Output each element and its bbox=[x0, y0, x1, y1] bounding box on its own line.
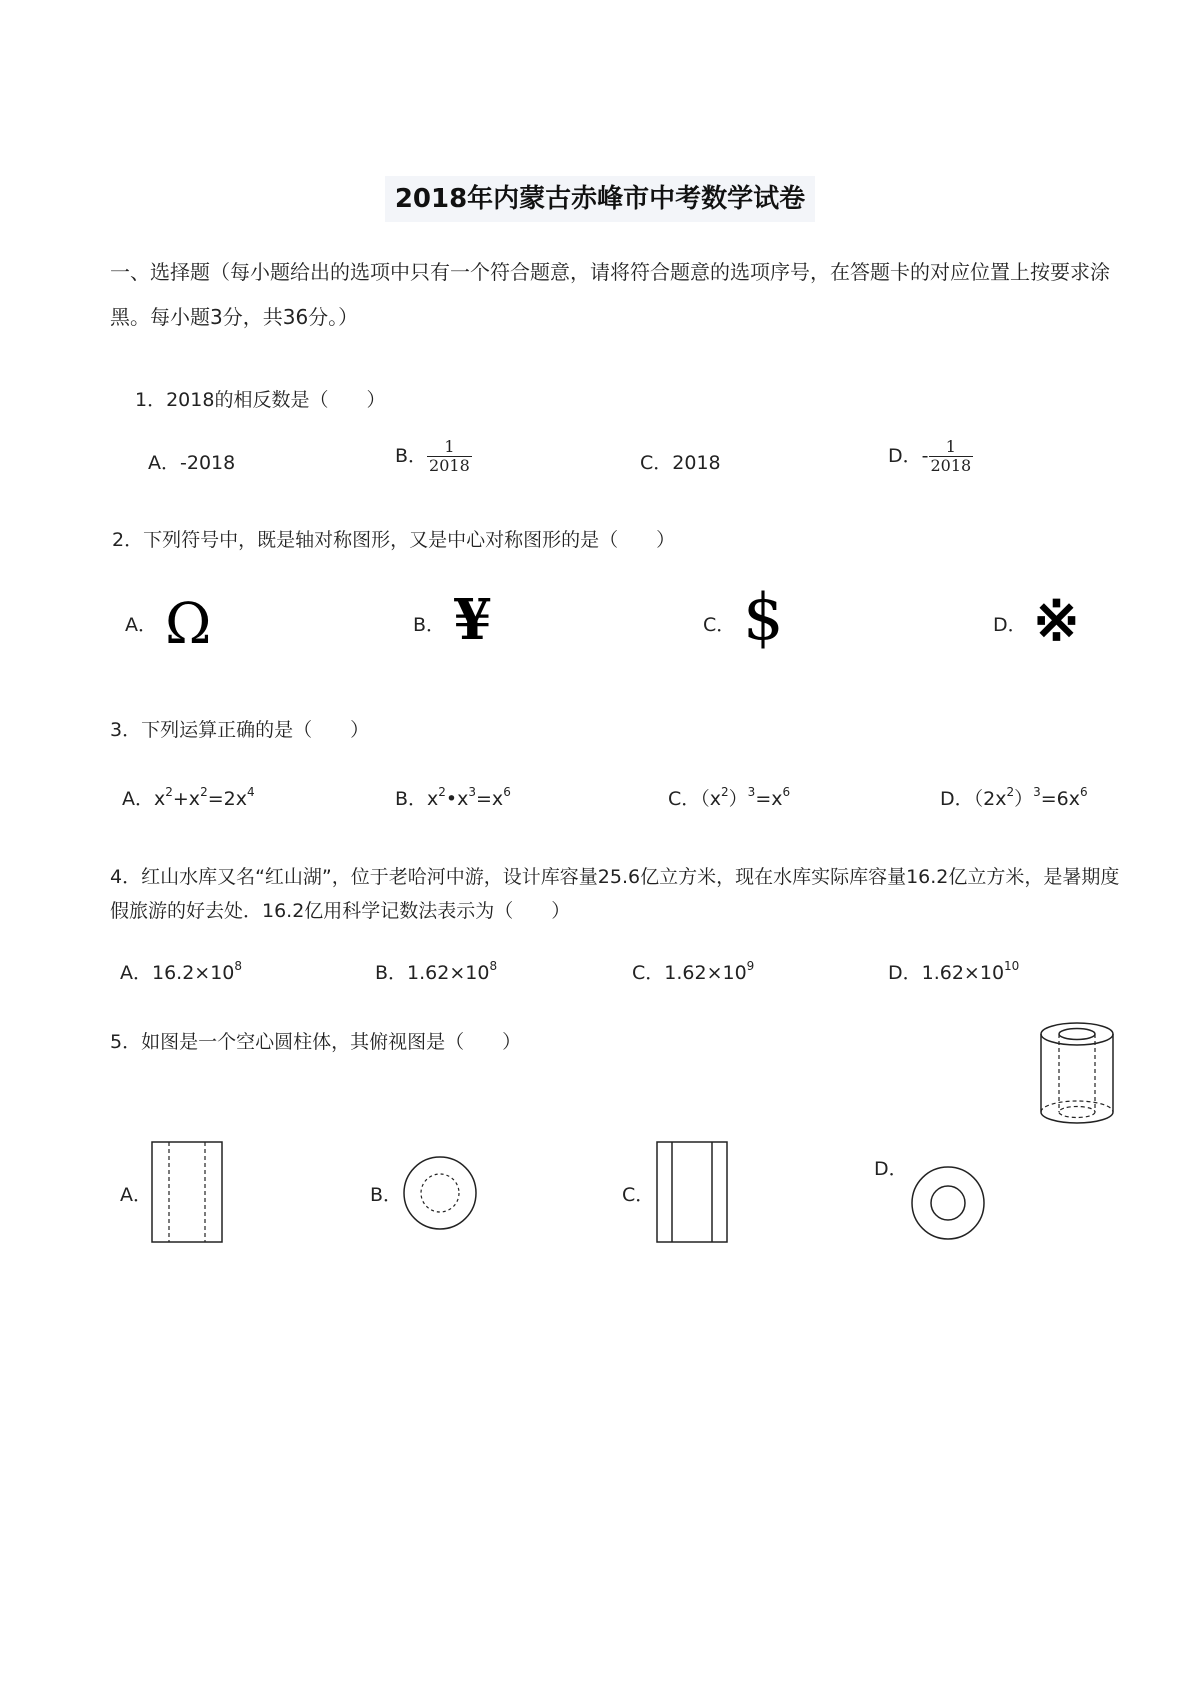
q1-option-b bbox=[395, 438, 472, 475]
q3-option-d bbox=[940, 784, 1088, 811]
q1-option-a: A．-2018 bbox=[148, 452, 236, 474]
q3-option-b bbox=[395, 784, 511, 811]
exponent: 9 bbox=[746, 959, 755, 973]
q5-option-b-figure bbox=[400, 1153, 480, 1233]
text: ） bbox=[728, 788, 748, 810]
text: C．（x bbox=[668, 788, 722, 810]
q4-option-a bbox=[120, 958, 242, 985]
text: +x bbox=[172, 788, 201, 810]
fraction-numerator: 1 bbox=[929, 438, 974, 457]
exponent: 6 bbox=[503, 785, 511, 799]
q5-option-c-figure bbox=[655, 1140, 730, 1245]
q2-option-c-label: C． bbox=[703, 614, 736, 636]
text: D．（2x bbox=[940, 788, 1007, 810]
q5-option-d-label: D． bbox=[874, 1158, 908, 1180]
question-1-stem: 1．2018的相反数是（ ） bbox=[135, 389, 386, 411]
q5-option-b-label: B． bbox=[370, 1184, 403, 1206]
q4-option-d bbox=[888, 958, 1019, 985]
hollow-cylinder-figure bbox=[1035, 1020, 1120, 1130]
q5-option-a-figure bbox=[150, 1140, 225, 1245]
q5-option-c-label: C． bbox=[622, 1184, 655, 1206]
dollar-symbol: $ bbox=[743, 581, 784, 655]
q2-option-b-label: B． bbox=[413, 614, 446, 636]
yen-symbol: ¥ bbox=[453, 587, 492, 653]
omega-symbol: Ω bbox=[165, 592, 212, 657]
q5-option-d-figure bbox=[908, 1163, 988, 1243]
text: •x bbox=[445, 788, 469, 810]
text: A．16.2×10 bbox=[120, 962, 235, 984]
text: =x bbox=[755, 788, 783, 810]
question-3-stem: 3．下列运算正确的是（ ） bbox=[110, 719, 370, 741]
section-header: 一、选择题（每小题给出的选项中只有一个符合题意，请将符合题意的选项序号，在答题卡的对应位置上按要求涂黑。每小题3分，共36分。） bbox=[110, 260, 1110, 329]
q1-option-b-prefix: B． bbox=[395, 445, 428, 467]
q1-option-b-fraction bbox=[427, 438, 472, 475]
text: C．1.62×10 bbox=[632, 962, 747, 984]
q5-option-a-label: A． bbox=[120, 1184, 152, 1206]
page-title: 2018年内蒙古赤峰市中考数学试卷 bbox=[0, 178, 1200, 215]
q1-option-d-prefix: D．- bbox=[888, 445, 929, 467]
fraction-numerator: 1 bbox=[427, 438, 472, 457]
exponent: 10 bbox=[1004, 959, 1020, 973]
reference-mark-symbol: ※ bbox=[1033, 588, 1080, 654]
question-2-stem: 2．下列符号中，既是轴对称图形，又是中心对称图形的是（ ） bbox=[112, 529, 676, 551]
text: D．1.62×10 bbox=[888, 962, 1005, 984]
q2-option-a-label: A． bbox=[125, 614, 157, 636]
text: =2x bbox=[207, 788, 247, 810]
question-4-stem: 4．红山水库又名“红山湖”，位于老哈河中游，设计库容量25.6亿立方米，现在水库实际库容量16.2亿立方米，是暑期度假旅游的好去处．16.2亿用科学记数法表示为（ ） bbox=[110, 866, 1120, 922]
q3-option-c bbox=[668, 784, 790, 811]
exponent: 8 bbox=[234, 959, 243, 973]
text: B．x bbox=[395, 788, 439, 810]
q1-option-d-fraction bbox=[929, 438, 974, 475]
exponent: 3 bbox=[468, 785, 477, 799]
text: B．1.62×10 bbox=[375, 962, 490, 984]
text: =6x bbox=[1040, 788, 1081, 810]
exponent: 4 bbox=[246, 785, 255, 799]
exponent: 6 bbox=[782, 785, 791, 799]
q3-option-a bbox=[122, 784, 255, 811]
text: ） bbox=[1014, 788, 1034, 810]
text: A．x bbox=[122, 788, 166, 810]
q1-option-d bbox=[888, 438, 973, 475]
text: =x bbox=[476, 788, 504, 810]
q4-option-c bbox=[632, 958, 754, 985]
fraction-denominator: 2018 bbox=[429, 456, 470, 475]
exponent: 8 bbox=[489, 959, 498, 973]
question-5-stem: 5．如图是一个空心圆柱体，其俯视图是（ ） bbox=[110, 1031, 522, 1053]
q2-option-d-label: D． bbox=[993, 614, 1027, 636]
exponent: 2 bbox=[1006, 785, 1015, 799]
exponent: 2 bbox=[165, 785, 173, 799]
q4-option-b bbox=[375, 958, 497, 985]
exponent: 2 bbox=[438, 785, 446, 799]
exponent: 3 bbox=[1033, 785, 1041, 799]
exponent: 2 bbox=[200, 785, 208, 799]
exponent: 3 bbox=[747, 785, 756, 799]
exponent: 2 bbox=[721, 785, 729, 799]
exponent: 6 bbox=[1080, 785, 1088, 799]
q1-option-c: C．2018 bbox=[640, 452, 721, 474]
fraction-denominator: 2018 bbox=[930, 456, 972, 475]
